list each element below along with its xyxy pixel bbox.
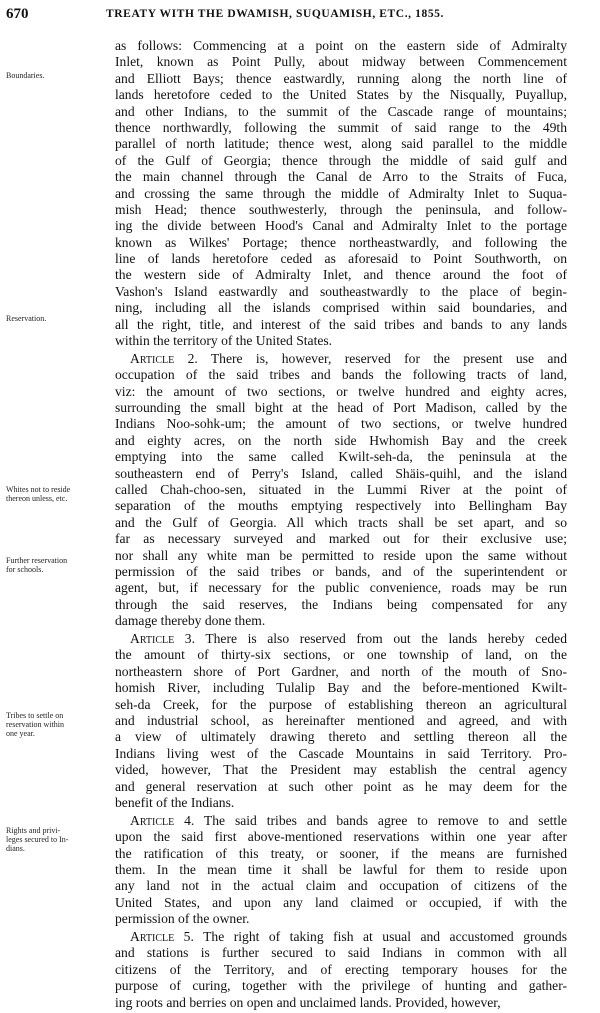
paragraph [115, 631, 567, 811]
margin-note-line: Boundaries. [6, 71, 45, 80]
article-heading: Article 5. [130, 929, 194, 945]
text-line: thence northwardly, following the summit of said range to the 49th [115, 119, 567, 135]
text-line: and other Indians, to the summit of the Cascade range of mountains; [115, 103, 567, 119]
paragraph [115, 929, 567, 1011]
margin-note-line: Further reservation [6, 556, 68, 565]
article-heading: Article 3. [130, 631, 195, 647]
text-line: and eighty acres, on the north side Hwhomish Bay and the creek [115, 432, 567, 448]
text-line: called Chah-choo-sen, situated in the Lummi River at the point of [115, 482, 567, 498]
text-line: vided, however, That the President may establish the central agency [115, 762, 567, 778]
margin-note-line: Reservation. [6, 314, 47, 323]
margin-note-line: dians. [6, 844, 25, 853]
article-heading: Article 2. [130, 350, 198, 366]
text-line: nor shall any white man be permitted to reside upon the same without [115, 547, 567, 563]
margin-note-line: reservation within [6, 720, 64, 729]
margin-note-whites-not-to-reside [6, 485, 110, 503]
paragraph [115, 351, 567, 630]
text-run: There is also reserved from out the lands hereby ceded [194, 631, 567, 647]
text-line: Vashon's Island eastwardly and southeastwardly to the place of begin- [115, 283, 567, 299]
text-line: citizens of the Territory, and of erecting temporary houses for the [115, 961, 567, 977]
text-line: emptying into the same called Kwilt-seh-da, the peninsula at the [115, 449, 567, 465]
text-run: The right of taking fish at usual and accustomed grounds [193, 929, 567, 945]
text-line: a view of ultimately drawing thereto and settling thereon all the [115, 729, 567, 745]
text-line: the ratification of this treaty, or sooner, if the means are furnished [115, 845, 567, 861]
text-line: permission of the said tribes or bands, and of the superintendent or [115, 564, 567, 579]
margin-note-further-reservation [6, 556, 110, 574]
text-line: ning, including all the islands comprised within said boundaries, and [115, 300, 567, 316]
text-line: damage thereby done them. [115, 613, 266, 629]
text-line: occupation of the said tribes and bands the following tracts of land, [115, 367, 567, 383]
text-line [115, 813, 567, 829]
text-line: any land not in the actual claim and occupation of citizens of the [115, 878, 567, 894]
text-line: separation of the mouths emptying respectively into Bellingham Bay [115, 498, 567, 514]
text-line: purpose of curing, together with the privilege of hunting and gather- [115, 978, 567, 994]
text-line: Indians Noo-sohk-um; the amount of two sections, or twelve hundred [115, 416, 567, 432]
text-line: ing the divide between Hood's Canal and Admiralty Inlet to the portage [115, 218, 567, 234]
text-run: The said tribes and bands agree to remove to and settle [194, 812, 567, 828]
running-title: TREATY WITH THE DWAMISH, SUQUAMISH, ETC., 1855. [106, 8, 445, 20]
margin-note-line: leges secured to In- [6, 835, 69, 844]
margin-note-line: Whites not to reside [6, 485, 71, 494]
text-line [115, 631, 567, 647]
text-line: southeastern end of Perry's Island, called Shäis-quihl, and the island [115, 465, 567, 481]
text-line: Indians living west of the Cascade Mountains in said Territory. Pro- [115, 745, 567, 761]
text-line: through the said reserves, the Indians being compensated for any [115, 596, 567, 612]
text-line: viz: the amount of two sections, or twelve hundred and eighty acres, [115, 383, 567, 399]
text-run: There is, however, reserved for the present use and [197, 350, 567, 366]
margin-note-rights-and-privileges [6, 826, 110, 853]
article-heading: Article 4. [130, 812, 195, 828]
text-line: homish River, including Tulalip Bay and the before-mentioned Kwilt- [115, 680, 567, 696]
text-line [115, 351, 567, 367]
text-line: ing roots and berries on open and unclaimed lands. Provided, however, [115, 994, 501, 1010]
paragraph [115, 813, 567, 928]
text-line: surrounding the small bight at the head of Port Madison, called by the [115, 400, 567, 416]
text-line: permission of the owner. [115, 911, 250, 927]
text-line: and industrial school, as hereinafter mentioned and agreed, and with [115, 713, 567, 729]
text-line: of the Gulf of Georgia; thence through the middle of said gulf and [115, 152, 567, 168]
text-line: seh-da Creek, for the purpose of establishing thereon an agricultural [115, 696, 567, 712]
text-line: Inlet, known as Point Pully, about midway between Commencement [115, 54, 567, 70]
text-line: and crossing the same through the middle of Admiralty Inlet to Suqua- [115, 185, 567, 201]
text-line: upon the said first above-mentioned reservations within one year after [115, 829, 567, 845]
margin-note-line: for schools. [6, 565, 44, 574]
text-line: parallel of north latitude; thence west, along said parallel to the middle [115, 136, 567, 152]
margin-note-line: Rights and privi- [6, 826, 61, 835]
text-line: and the Gulf of Georgia. All which tracts shall be set apart, and so [115, 514, 567, 530]
text-line: United States, and upon any land claimed or occupied, if with the [115, 894, 567, 910]
text-line: agent, but, if necessary for the public convenience, roads may be run [115, 580, 567, 596]
text-line: lands heretofore ceded to the United States by the Nisqually, Puyallup, [115, 87, 567, 103]
page-header [6, 6, 590, 26]
text-line [115, 929, 567, 945]
text-line: and Elliott Bays; thence eastwardly, running along the north line of [115, 70, 567, 86]
text-line: the amount of thirty-six sections, or one township of land, on the [115, 647, 567, 663]
text-line: all the right, title, and interest of the said tribes and bands to any lands [115, 316, 567, 332]
margin-note-line: thereon unless, etc. [6, 494, 68, 503]
text-line: the western side of Admiralty Inlet, and thence around the foot of [115, 267, 567, 283]
text-line: line of lands heretofore ceded as aforesaid to Point Southworth, on [115, 251, 567, 267]
margin-note-line: one year. [6, 729, 35, 738]
margin-note-reservation [6, 314, 110, 323]
margin-note-tribes-to-settle [6, 711, 110, 738]
text-line: far as necessary surveyed and marked out for their exclusive use; [115, 531, 567, 547]
text-line: northeastern shore of Port Gardner, and north of the mouth of Sno- [115, 663, 567, 679]
text-line: benefit of the Indians. [115, 794, 235, 810]
body-text [115, 38, 567, 1013]
text-line: within the territory of the United States. [115, 333, 333, 349]
page-number: 670 [6, 6, 29, 22]
paragraph-gap [115, 1011, 567, 1013]
text-line: and general reservation at such other point as he may deem for the [115, 778, 567, 794]
text-line: them. In the mean time it shall be lawful for them to reside upon [115, 862, 567, 878]
margin-note-line: Tribes to settle on [6, 711, 64, 720]
paragraph [115, 38, 567, 349]
text-line: the main channel through the Canal de Arro to the Straits of Fuca, [115, 169, 567, 185]
text-line: known as Wilkes' Portage; thence northeastwardly, and following the [115, 234, 567, 250]
text-line: and stations is further secured to said Indians in common with all [115, 945, 567, 961]
margin-note-boundaries [6, 71, 110, 80]
text-line: as follows: Commencing at a point on the eastern side of Admiralty [115, 38, 567, 53]
text-line: mish Head; thence southwesterly, through the peninsula, and follow- [115, 201, 567, 217]
